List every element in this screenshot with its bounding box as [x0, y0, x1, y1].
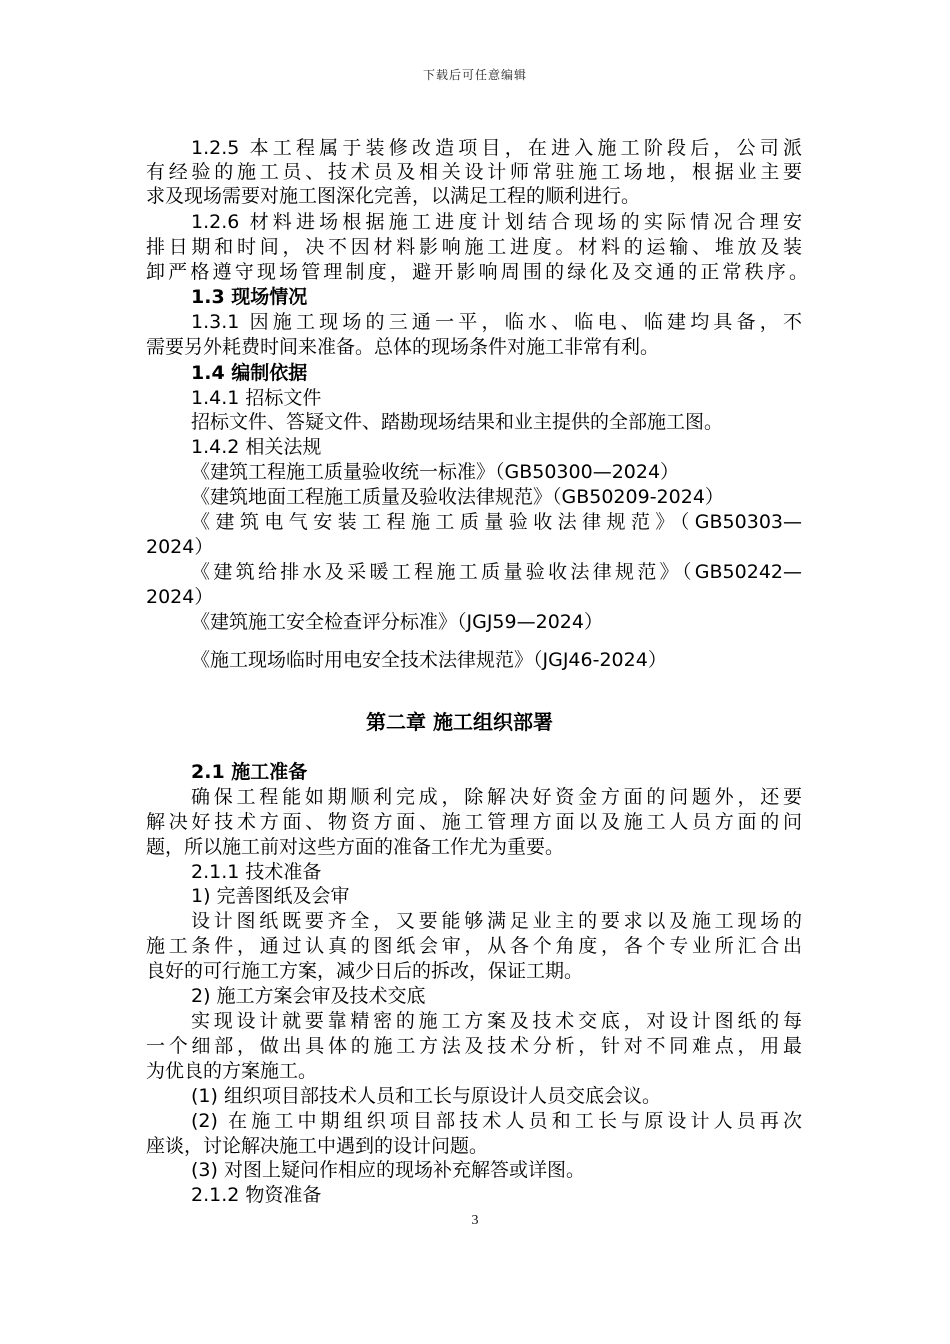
numbered-item-2-line-2: 座谈，讨论解决施工中遇到的设计问题。	[146, 1135, 489, 1157]
paragraph-3-line-2: 需要另外耗费时间来准备。总体的现场条件对施工非常有利。	[146, 336, 660, 358]
subsection-1-4-1: 1.4.1 招标文件	[191, 387, 322, 409]
paragraph-1-line-1: 1.2.5 本工程属于装修改造项目，在进入施工阶段后，公司派	[191, 137, 802, 159]
chapter-title: 第二章 施工组织部署	[366, 710, 553, 734]
regulation-2: 《建筑地面工程施工质量及验收法律规范》（GB50209-2024）	[191, 486, 724, 508]
section-heading-1-4: 1.4 编制依据	[191, 362, 308, 384]
section-heading-2-1: 2.1 施工准备	[191, 761, 308, 783]
paragraph-7-line-1: 实现设计就要靠精密的施工方案及技术交底，对设计图纸的每	[191, 1010, 802, 1032]
numbered-item-2-line-1: (2) 在施工中期组织项目部技术人员和工长与原设计人员再次	[191, 1110, 802, 1132]
paragraph-6-line-3: 良好的可行施工方案，减少日后的拆改，保证工期。	[146, 960, 584, 982]
subsection-2-1-1: 2.1.1 技术准备	[191, 861, 322, 883]
item-2: 2) 施工方案会审及技术交底	[191, 985, 426, 1007]
numbered-item-1: (1) 组织项目部技术人员和工长与原设计人员交底会议。	[191, 1085, 661, 1107]
paragraph-2-line-2: 排日期和时间，决不因材料影响施工进度。材料的运输、堆放及装	[146, 236, 802, 258]
paragraph-6-line-2: 施工条件，通过认真的图纸会审，从各个角度，各个专业所汇合出	[146, 935, 802, 957]
paragraph-5-line-1: 确保工程能如期顺利完成，除解决好资金方面的问题外，还要	[191, 786, 802, 808]
regulation-5: 《建筑施工安全检查评分标准》（JGJ59—2024）	[191, 611, 603, 633]
paragraph-7-line-3: 为优良的方案施工。	[146, 1060, 318, 1082]
regulation-1: 《建筑工程施工质量验收统一标准》（GB50300—2024）	[191, 461, 680, 483]
section-heading-1-3: 1.3 现场情况	[191, 286, 308, 308]
paragraph-5-line-3: 题，所以施工前对这些方面的准备工作尤为重要。	[146, 836, 565, 858]
paragraph-1-line-3: 求及现场需要对施工图深化完善，以满足工程的顺利进行。	[146, 185, 641, 207]
regulation-6: 《施工现场临时用电安全技术法律规范》（JGJ46-2024）	[191, 649, 667, 671]
regulation-4-line-2: 2024）	[146, 586, 214, 608]
regulation-4-line-1: 《建筑给排水及采暖工程施工质量验收法律规范》（GB50242—	[191, 561, 802, 583]
numbered-item-3: (3) 对图上疑问作相应的现场补充解答或详图。	[191, 1159, 585, 1181]
paragraph-7-line-2: 一个细部，做出具体的施工方法及技术分析，针对不同难点，用最	[146, 1035, 802, 1057]
paragraph-4: 招标文件、答疑文件、踏勘现场结果和业主提供的全部施工图。	[191, 411, 724, 433]
subsection-1-4-2: 1.4.2 相关法规	[191, 436, 322, 458]
paragraph-5-line-2: 解决好技术方面、物资方面、施工管理方面以及施工人员方面的问	[146, 811, 802, 833]
paragraph-2-line-3: 卸严格遵守现场管理制度，避开影响周围的绿化及交通的正常秩序。	[146, 261, 808, 283]
subsection-2-1-2: 2.1.2 物资准备	[191, 1184, 322, 1206]
regulation-3-line-2: 2024）	[146, 536, 214, 558]
paragraph-6-line-1: 设计图纸既要齐全，又要能够满足业主的要求以及施工现场的	[191, 910, 802, 932]
regulation-3-line-1: 《建筑电气安装工程施工质量验收法律规范》（GB50303—	[191, 511, 802, 533]
paragraph-2-line-1: 1.2.6 材料进场根据施工进度计划结合现场的实际情况合理安	[191, 211, 802, 233]
paragraph-3-line-1: 1.3.1 因施工现场的三通一平，临水、临电、临建均具备，不	[191, 311, 802, 333]
page-number: 3	[471, 1213, 479, 1228]
paragraph-1-line-2: 有经验的施工员、技术员及相关设计师常驻施工场地，根据业主要	[146, 161, 802, 183]
item-1: 1) 完善图纸及会审	[191, 885, 350, 907]
page-header: 下载后可任意编辑	[422, 68, 527, 82]
